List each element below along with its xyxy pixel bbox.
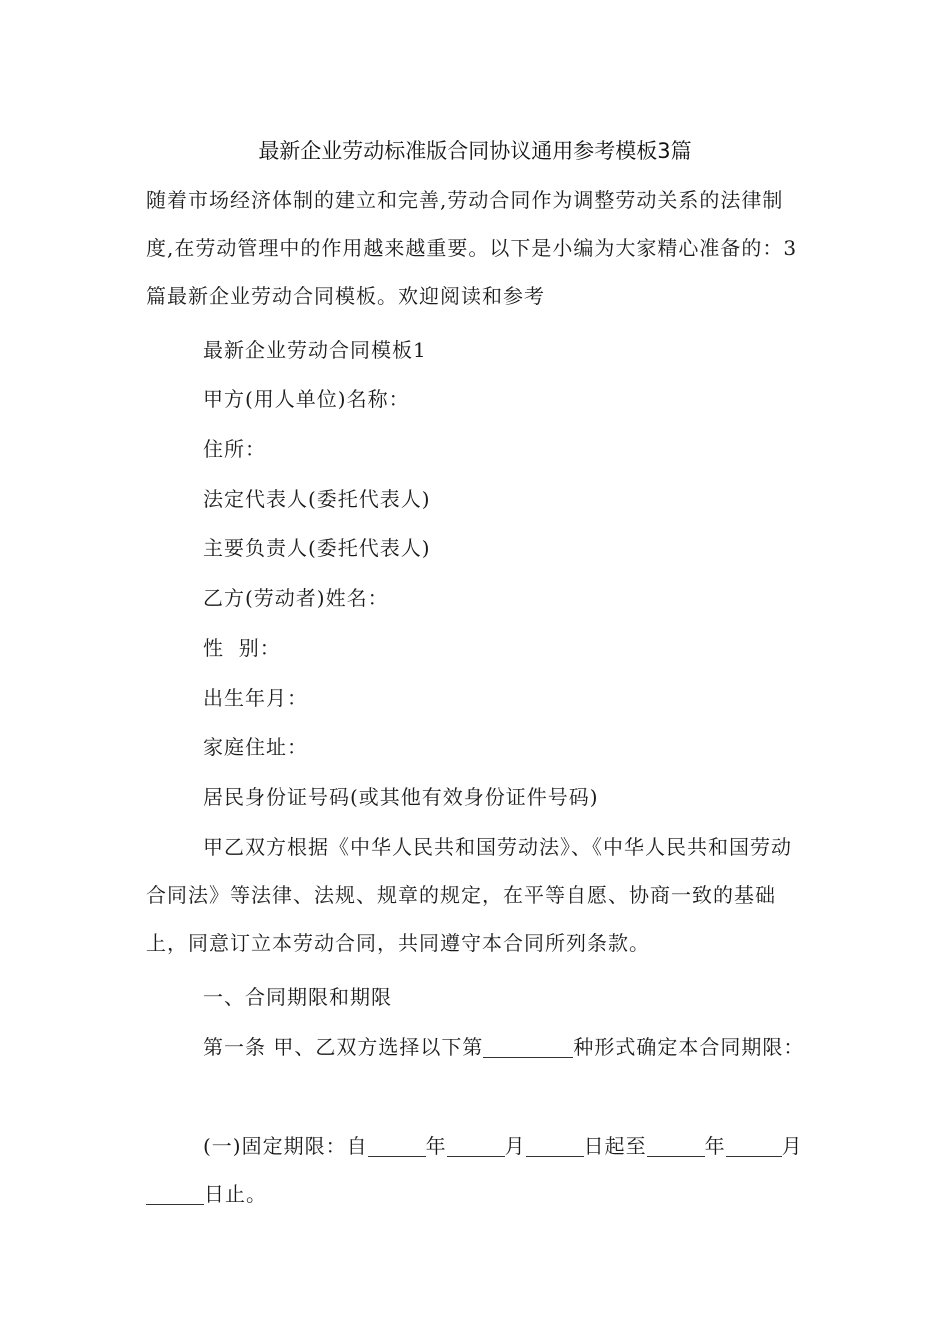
fixed-term-label: (一)固定期限：自 bbox=[203, 1134, 368, 1158]
field-gender: 性 别： bbox=[203, 636, 281, 660]
field-id-number: 居民身份证号码(或其他有效身份证件号码) bbox=[203, 785, 599, 809]
blank-form-choice[interactable] bbox=[483, 1035, 573, 1058]
month-unit-2: 月 bbox=[781, 1134, 803, 1158]
field-birth: 出生年月： bbox=[203, 686, 308, 710]
blank-start-day[interactable] bbox=[526, 1134, 584, 1157]
month-unit: 月 bbox=[504, 1134, 526, 1158]
article-1-text-a: 第一条 甲、乙双方选择以下第 bbox=[203, 1035, 484, 1059]
field-home-address: 家庭住址： bbox=[203, 735, 308, 759]
day-end-text: 日止。 bbox=[204, 1182, 267, 1206]
field-address: 住所： bbox=[203, 437, 266, 461]
article-1-text-b: 种形式确定本合同期限： bbox=[573, 1035, 805, 1059]
day-from-text: 日起至 bbox=[583, 1134, 647, 1158]
blank-end-month[interactable] bbox=[726, 1134, 782, 1157]
field-employer-name: 甲方(用人单位)名称： bbox=[203, 387, 410, 411]
basis-paragraph: 甲乙双方根据《中华人民共和国劳动法》、《中华人民共和国劳动合同法》等法律、法规、规章的规定，在平等自愿、协商一致的基础上，同意订立本劳动合同，共同遵守本合同所列条款。 bbox=[146, 835, 792, 955]
field-legal-rep: 法定代表人(委托代表人) bbox=[203, 487, 431, 511]
year-unit: 年 bbox=[425, 1134, 447, 1158]
blank-end-year[interactable] bbox=[647, 1134, 705, 1157]
blank-start-month[interactable] bbox=[447, 1134, 505, 1157]
template-heading: 最新企业劳动合同模板1 bbox=[203, 338, 427, 362]
document-title: 最新企业劳动标准版合同协议通用参考模板3篇 bbox=[258, 139, 692, 163]
year-unit-2: 年 bbox=[704, 1134, 726, 1158]
section-heading-term: 一、合同期限和期限 bbox=[203, 985, 392, 1009]
intro-paragraph: 随着市场经济体制的建立和完善,劳动合同作为调整劳动关系的法律制度,在劳动管理中的作用越来越重要。以下是小编为大家精心准备的：3篇最新企业劳动合同模板。欢迎阅读和参考 bbox=[146, 188, 798, 308]
fixed-term-clause bbox=[146, 1122, 808, 1218]
article-1 bbox=[146, 1023, 808, 1071]
field-employee-name: 乙方(劳动者)姓名： bbox=[203, 586, 389, 610]
blank-end-day[interactable] bbox=[146, 1182, 204, 1205]
field-principal: 主要负责人(委托代表人) bbox=[203, 536, 431, 560]
blank-start-year[interactable] bbox=[368, 1134, 426, 1157]
